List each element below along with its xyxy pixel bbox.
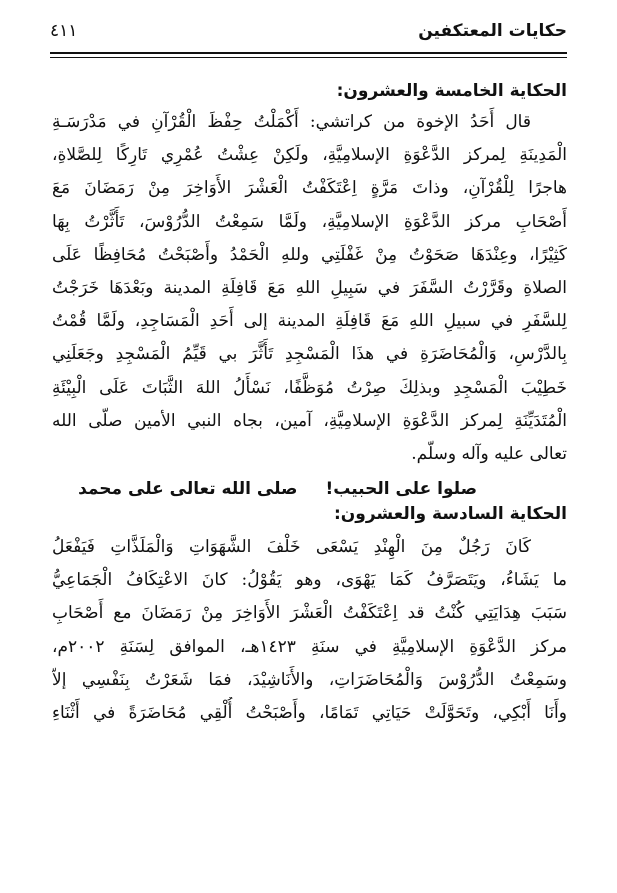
story-26-heading: الحكاية السادسة والعشرون: — [333, 504, 567, 525]
text-line: الْمَدِينَةِ لِمركز الدَّعْوَةِ الإسلامِيَّةِ، ولَكِنْ عِشْتُ عُمْرِي تَارِكًا لِلصَّلاةِ، — [52, 145, 567, 166]
salutation-call: صلوا على الحبيب! — [325, 479, 477, 500]
text-line: لِلسَّفَرِ في سبيلِ اللهِ مَعَ قَافِلَةِ المدينة إلى أَحَدِ الْمَسَاجِدِ، ولَمَّا قُمْتُ — [52, 311, 567, 332]
text-line: الْمُتَدَيِّنَةِ لِمركز الدَّعْوَةِ الإسلامِيَّةِ، آمين، بجاه النبي الأمين صلّى الله — [52, 410, 567, 431]
salutation-line — [52, 477, 567, 501]
page-body — [52, 76, 567, 730]
text-line: سَبَبَ هِدَايَتِي كُنْتُ قد اِعْتَكَفْتُ الْعَشْرَ الأَوَاخِرَ مِنْ رَمَضَانَ مع أَصْحَابِ — [52, 603, 567, 624]
text-line: خَطِيْبَ الْمَسْجِدِ وبذلِكَ صِرْتُ مُوَظَّفًا، نَسْأَلُ اللهَ الثَّبَاتَ عَلَى الْبِيْئَةِ — [52, 377, 567, 398]
page-number: ٤١١ — [50, 21, 78, 41]
text-line: الصلاةِ وقَرَّرْتُ السَّفَرَ في سَبِيلِ اللهِ مَعَ قَافِلَةِ المدينة وبَعْدَهَا خَرَجْتُ — [52, 277, 567, 298]
text-line: كَثِيْرًا، وعِنْدَهَا صَحَوْتُ مِنْ غَفْلَتِي وللهِ الْحَمْدُ وأَصْبَحْتُ مُحَافِظًا عَلَى — [52, 244, 567, 265]
book-title: حكايات المعتكفين — [418, 21, 567, 41]
story-25-text — [52, 106, 567, 471]
text-line: مركز الدَّعْوَةِ الإسلامِيَّةِ في سنَةِ ١٤٢٣هـ، الموافق لِسَنَةِ ٢٠٠٢م، — [52, 636, 567, 657]
text-line: قال أَحَدُ الإخوة من كراتشي: أَكْمَلْتُ حِفْظَ الْقُرْآنِ في مَدْرَسَـةِ — [52, 112, 531, 132]
story-26-text — [52, 531, 567, 730]
text-line: وأَنَا أَبْكِي، وتَحَوَّلَتْ حَيَاتِي تَمَامًا، وأَصْبَحْتُ أُلْقِي مُحَاضَرَةً في أَثْنَاءِ — [52, 703, 567, 723]
text-line: هاجرًا لِلْقُرْآنِ، وذاتَ مَرَّةٍ اِعْتَكَفْتُ الْعَشْرَ الأَوَاخِرَ مِنْ رَمَضَانَ مَعَ — [52, 178, 567, 199]
text-line: ما يَشَاءُ، ويَتَصَرَّفُ كَمَا يَهْوَى، وهو يَقُوْلُ: كانَ الاعْتِكَافُ الْجَمَاعِيُّ — [52, 570, 567, 591]
header-rule-thick — [50, 52, 567, 54]
salutation-response: صلى الله تعالى على محمد — [78, 479, 298, 500]
running-header — [50, 14, 567, 48]
text-line: تعالى عليه وآله وسلّم. — [411, 443, 567, 464]
text-line: بِالدَّرْسِ، وَالْمُحَاضَرَةِ في هذَا الْمَسْجِدِ تَأَثَّرَ بي قَيِّمُ الْمَسْجِدِ وجَعَلَنِي — [52, 344, 567, 365]
header-rule-thin — [50, 57, 567, 58]
text-line: أَصْحَابِ مركز الدَّعْوَةِ الإسلامِيَّةِ، ولَمَّا سَمِعْتُ الدُّرُوْسَ، تَأَثَّرْتُ بِهَا — [52, 211, 567, 232]
story-25-heading: الحكاية الخامسة والعشرون: — [336, 81, 567, 101]
text-line: وسَمِعْتُ الدُّرُوْسَ وَالْمُحَاضَرَاتِ، والأَنَاشِيْدَ، فمَا شَعَرْتُ بِنَفْسِي إلاّ — [52, 669, 567, 690]
text-line: كَانَ رَجُلٌ مِنَ الْهِنْدِ يَسْعَى خَلْفَ الشَّهَوَاتِ وَالْمَلَذَّاتِ فَيَفْعَلُ — [52, 537, 531, 558]
